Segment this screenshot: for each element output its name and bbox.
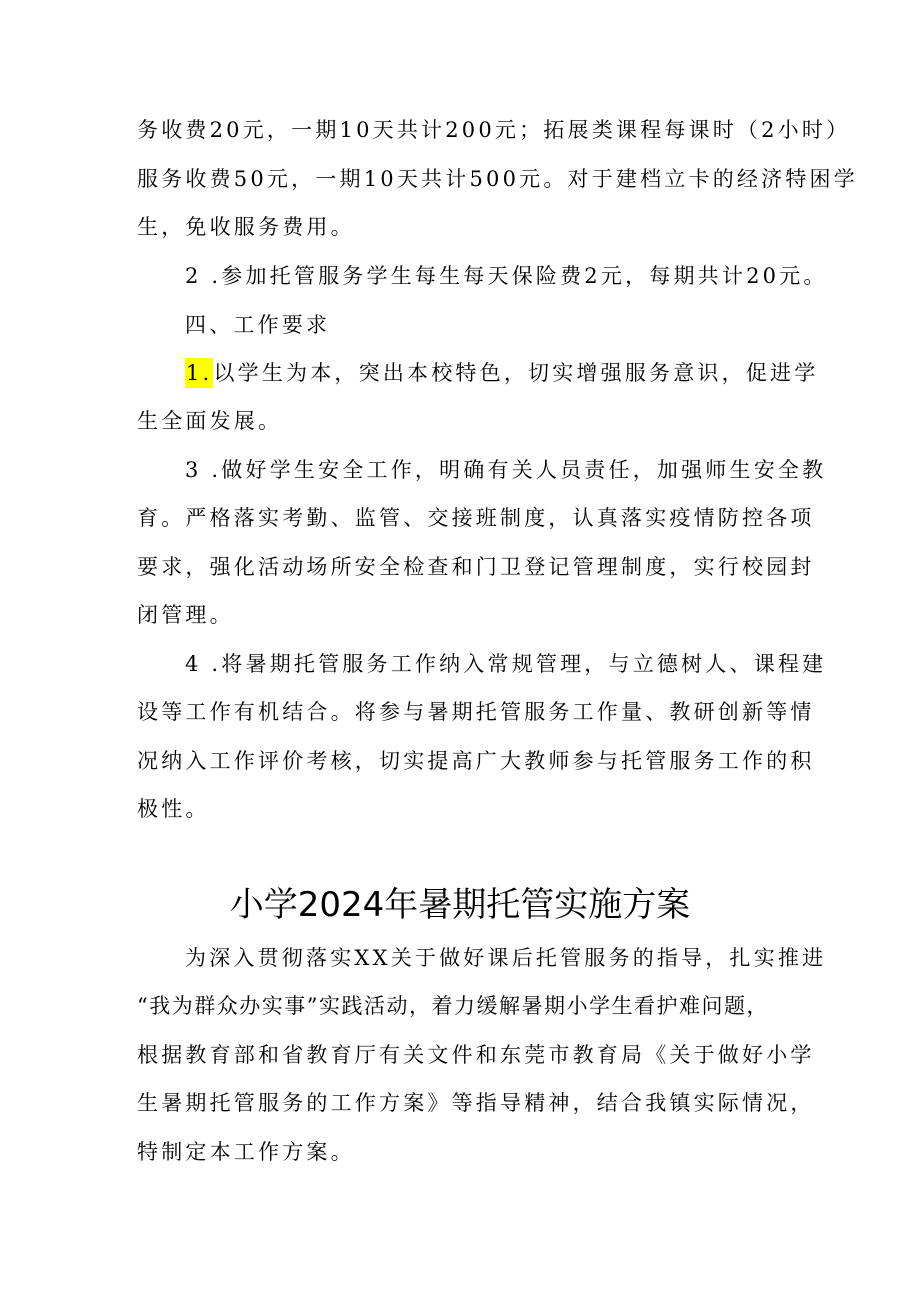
paragraph-line: 设等工作有机结合。将参与暑期托管服务工作量、教研创新等情 (137, 700, 815, 724)
paragraph-line: 根据教育部和省教育厅有关文件和东莞市教育局《关于做好小学 (137, 1043, 815, 1067)
paragraph-line: 生暑期托管服务的工作方案》等指导精神，结合我镇实际情况， (137, 1091, 815, 1115)
paragraph-line: 服务收费50元，一期10天共计500元。对于建档立卡的经济特困学 (137, 167, 858, 191)
paragraph-line: 特制定本工作方案。 (137, 1140, 355, 1164)
list-item-3: 3 .做好学生安全工作，明确有关人员责任，加强师生安全教 (185, 458, 827, 482)
list-item-2: 2 .参加托管服务学生每生每天保险费2元，每期共计20元。 (185, 264, 828, 288)
paragraph-line: 况纳入工作评价考核，切实提高广大教师参与托管服务工作的积 (137, 749, 815, 773)
list-item-1 (185, 358, 818, 388)
paragraph-line: 为深入贯彻落实XX关于做好课后托管服务的指导，扎实推进 (185, 946, 827, 970)
paragraph-line: 务收费20元，一期10天共计200元；拓展类课程每课时（2小时） (137, 118, 851, 142)
list-item-4: 4 .将暑期托管服务工作纳入常规管理，与立德树人、课程建 (185, 652, 827, 676)
paragraph-line: 生，免收服务费用。 (137, 215, 355, 239)
paragraph-line: “我为群众办实事”实践活动，着力缓解暑期小学生看护难问题， (137, 994, 769, 1018)
section-heading: 四、工作要求 (185, 313, 331, 337)
paragraph-line: 生全面发展。 (137, 409, 283, 433)
list-item-1-text: 以学生为本，突出本校特色，切实增强服务意识，促进学 (213, 361, 819, 385)
paragraph-line: 闭管理。 (137, 603, 234, 627)
highlighted-number: 1. (185, 358, 213, 388)
paragraph-line: 极性。 (137, 797, 210, 821)
paragraph-line: 育。严格落实考勤、监管、交接班制度，认真落实疫情防控各项 (137, 506, 815, 530)
paragraph-line: 要求，强化活动场所安全检查和门卫登记管理制度，实行校园封 (137, 555, 815, 579)
document-title: 小学2024年暑期托管实施方案 (229, 885, 691, 925)
